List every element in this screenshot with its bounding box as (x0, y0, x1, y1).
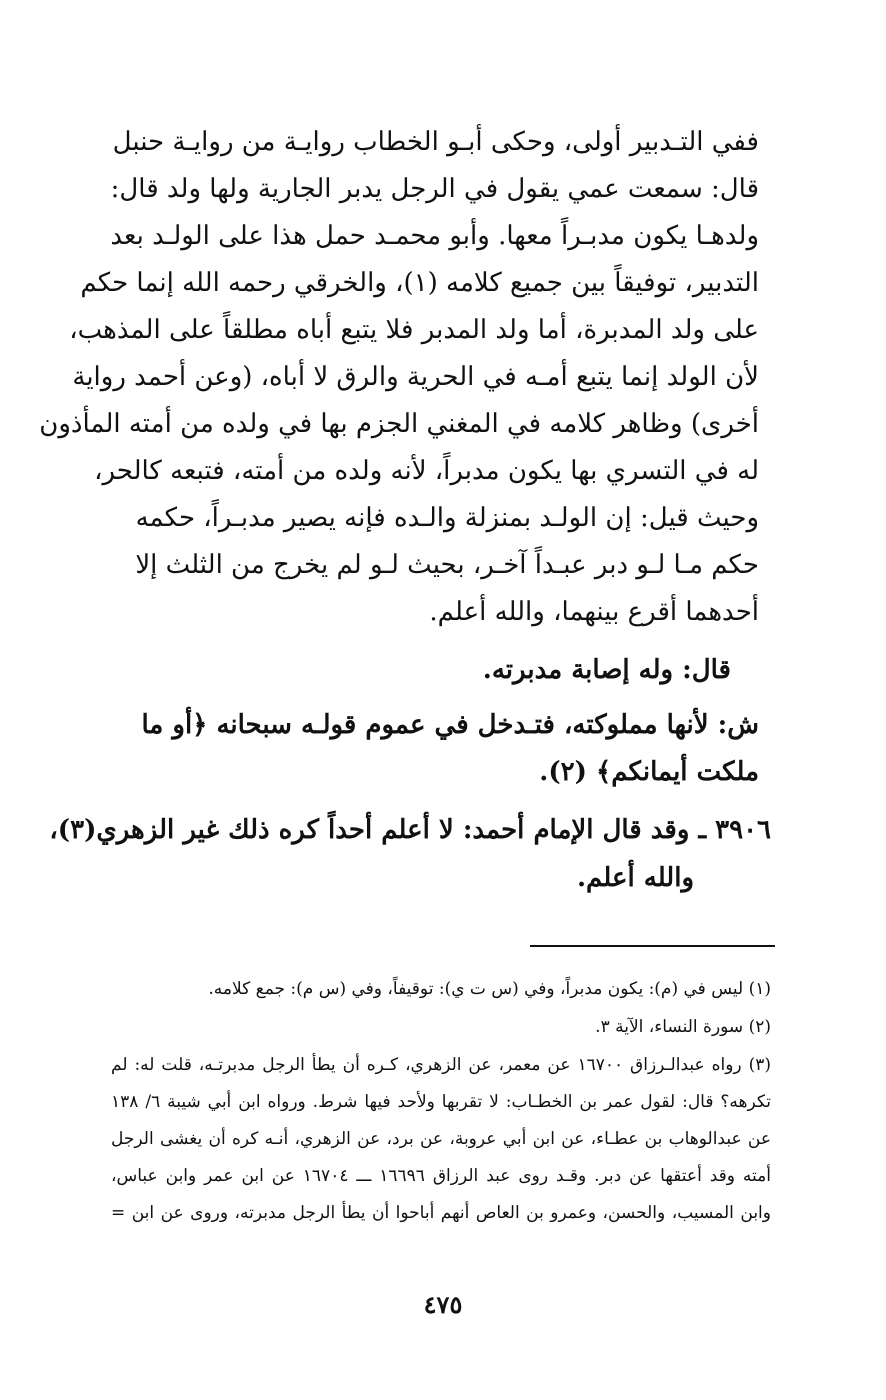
body-line: حكم مـا لـو دبر عبـداً آخـر، بحيث لـو لم يخرج من الثلث إلا (135, 550, 759, 580)
body-line: قال: سمعت عمي يقول في الرجل يدبر الجارية ولها ولد قال: (110, 174, 759, 204)
body-line: وحيث قيل: إن الولـد بمنزلة والـده فإنه يصير مدبـراً، حكمه (135, 503, 759, 533)
footnote-line: تكرهه؟ قال: لقول عمر بن الخطـاب: لا تقربها ولأحد فيها شرط. ورواه ابن أبي شيبة ٦/ ١٣٨ (111, 1092, 771, 1112)
body-line: له في التسري بها يكون مدبراً، لأنه ولده من أمته، فتبعه كالحر، (94, 456, 759, 486)
body-line: على ولد المدبرة، أما ولد المدبر فلا يتبع أباه مطلقاً على المذهب، (69, 315, 759, 345)
numbered-paragraph-line: ٣٩٠٦ ـ وقد قال الإمام أحمد: لا أعلم أحداً كره ذلك غير الزهري(٣)، (49, 815, 771, 845)
body-line: التدبير، توفيقاً بين جميع كلامه (١)، والخرقي رحمه الله إنما حكم (80, 268, 759, 298)
footnote-line: عن عبدالوهاب بن عطـاء، عن ابن أبي عروبة، عن برد، عن الزهري، أنـه كره أن يغشى الرجل (111, 1129, 771, 1149)
footnote-line: أمته وقد أعتقها عن دبر. وقـد روى عبد الرزاق ١٦٦٩٦ ـــ ١٦٧٠٤ عن ابن عمر وابن عباس، (111, 1166, 771, 1186)
footnote-separator (530, 945, 775, 947)
body-line: أخرى) وظاهر كلامه في المغني الجزم بها في ولده من أمته المأذون (39, 409, 759, 439)
sharh-line: ملكت أيمانكم﴾ (٢). (539, 757, 759, 787)
footnote-line: (٣) رواه عبدالـرزاق ١٦٧٠٠ عن معمر، عن الزهري، كـره أن يطأ الرجل مدبرتـه، قلت له: لم (111, 1055, 771, 1075)
footnote-line: وابن المسيب، والحسن، وعمرو بن العاص أنهم أباحوا أن يطأ الرجل مدبرته، وروى عن ابن = (111, 1203, 771, 1223)
body-line: لأن الولد إنما يتبع أمـه في الحرية والرق لا أباه، (وعن أحمد رواية (72, 362, 759, 392)
footnote-line: (٢) سورة النساء، الآية ٣. (595, 1017, 771, 1037)
body-line: ففي التـدبير أولى، وحكى أبـو الخطاب روايـة من روايـة حنبل (112, 127, 759, 157)
matn-line: قال: وله إصابة مدبرته. (482, 655, 731, 685)
body-line: ولدهـا يكون مدبـراً معها. وأبو محمـد حمل هذا على الولـد بعد (110, 221, 759, 251)
page-number: ٤٧٥ (423, 1290, 463, 1319)
numbered-paragraph-line: والله أعلم. (577, 863, 694, 893)
footnote-line: (١) ليس في (م): يكون مدبراً، وفي (س ت ي): توقيفاً، وفي (س م): جمع كلامه. (208, 979, 771, 999)
sharh-line: ش: لأنها مملوكته، فتـدخل في عموم قولـه سبحانه ﴿أو ما (141, 710, 759, 740)
body-line: أحدهما أقرع بينهما، والله أعلم. (429, 597, 759, 627)
